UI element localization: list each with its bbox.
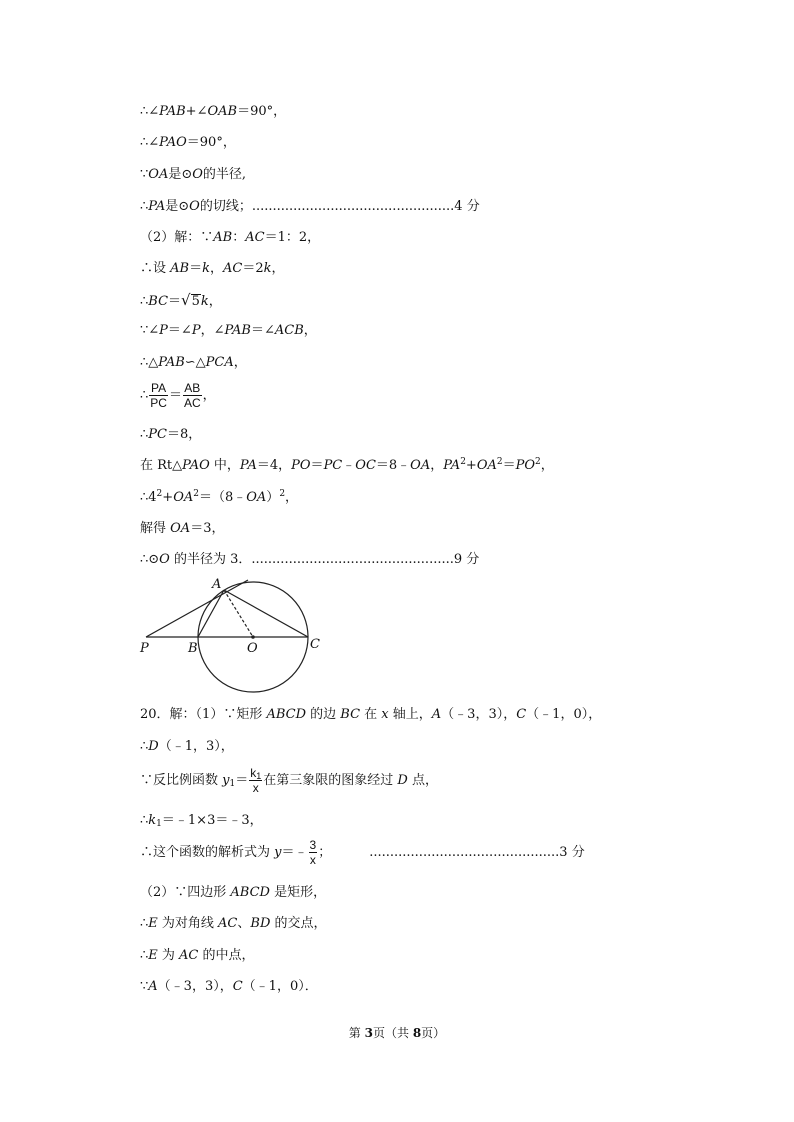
chord-ab	[198, 590, 224, 637]
solution-line: ∴PC＝8，	[140, 427, 202, 442]
solution-line: ∴E 为对角线 AC、BD 的交点，	[140, 916, 327, 931]
solution-line: 解得 OA＝3，	[140, 521, 225, 536]
label-o: O	[247, 641, 258, 656]
page-footer: 第 3页（共 8页）	[348, 1026, 446, 1040]
fraction-3-over-x: $\frac{3}{x}$	[309, 838, 317, 867]
label-a: A	[212, 577, 222, 592]
solution-line: ∵∠P＝∠P，∠PAB＝∠ACB，	[140, 323, 317, 338]
fraction-k1-over-x: $\frac{k_1}{x}$	[250, 766, 262, 795]
solution-line-fraction: ∴这个函数的解析式为 y＝﹣ $\frac{3}{x}$ ； ..............................................3 分	[140, 838, 585, 867]
label-b: B	[188, 641, 198, 656]
solution-line: 在 Rt△PAO 中，PA＝4，PO＝PC﹣OC＝8﹣OA，$PA^2+OA^2=PO^2$，	[140, 457, 554, 473]
sqrt-sign: √	[181, 291, 191, 309]
solution-line: ∴∠PAB+∠OAB＝90°，	[140, 104, 287, 119]
solution-line: ∴PA是⊙O的切线；.................................................4 分	[140, 199, 480, 214]
solution-line: $\therefore 4^2+OA^2=(8﹣OA)^2$，	[140, 489, 299, 505]
solution-line: ∴E 为 AC 的中点，	[140, 948, 255, 963]
solution-line: ∵A（﹣3，3），C（﹣1，0）．	[140, 979, 318, 994]
solution-line: ∴△PAB∽△PCA，	[140, 355, 247, 370]
solution-line: ∴D（﹣1，3），	[140, 739, 234, 754]
solution-line-fraction: ∵反比例函数 $y_1=$ $\frac{k_1}{x}$ 在第三象限的图象经过 D 点，	[140, 766, 438, 795]
solution-line: $\therefore k_1=﹣1\times 3=﹣3$，	[140, 813, 263, 829]
solution-line: ∴∠PAO＝90°，	[140, 135, 236, 150]
solution-line-fraction: ∴ $\frac{PA}{PC}$ ＝ $\frac{AB}{AC}$ ，	[140, 381, 216, 410]
chord-ac	[224, 590, 308, 637]
fraction-pa-pc: $\frac{PA}{PC}$	[150, 381, 167, 410]
solution-line: ∴BC＝√5k，	[140, 291, 222, 309]
radius-ao-dashed	[224, 590, 253, 637]
center-point-o	[251, 635, 255, 639]
label-p: P	[140, 641, 149, 656]
solution-line: ∵OA是⊙O的半径,	[140, 167, 247, 182]
solution-line: （2）解：∵AB：AC＝1：2，	[140, 230, 321, 245]
solution-line: ∴⊙O 的半径为 3．.................................................9 分	[140, 552, 480, 567]
solution-line: 20．解：（1）∵矩形 ABCD 的边 BC 在 x 轴上，A（﹣3，3），C（﹣1，0），	[140, 707, 602, 722]
solution-line: ∴设 AB＝k，AC＝2k，	[140, 261, 285, 276]
tangent-line-pa	[146, 580, 248, 637]
circle-tangent-figure	[130, 574, 330, 700]
solution-line: （2）∵四边形 ABCD 是矩形，	[140, 885, 327, 900]
fraction-ab-ac: $\frac{AB}{AC}$	[183, 381, 201, 410]
label-c: C	[310, 637, 320, 652]
